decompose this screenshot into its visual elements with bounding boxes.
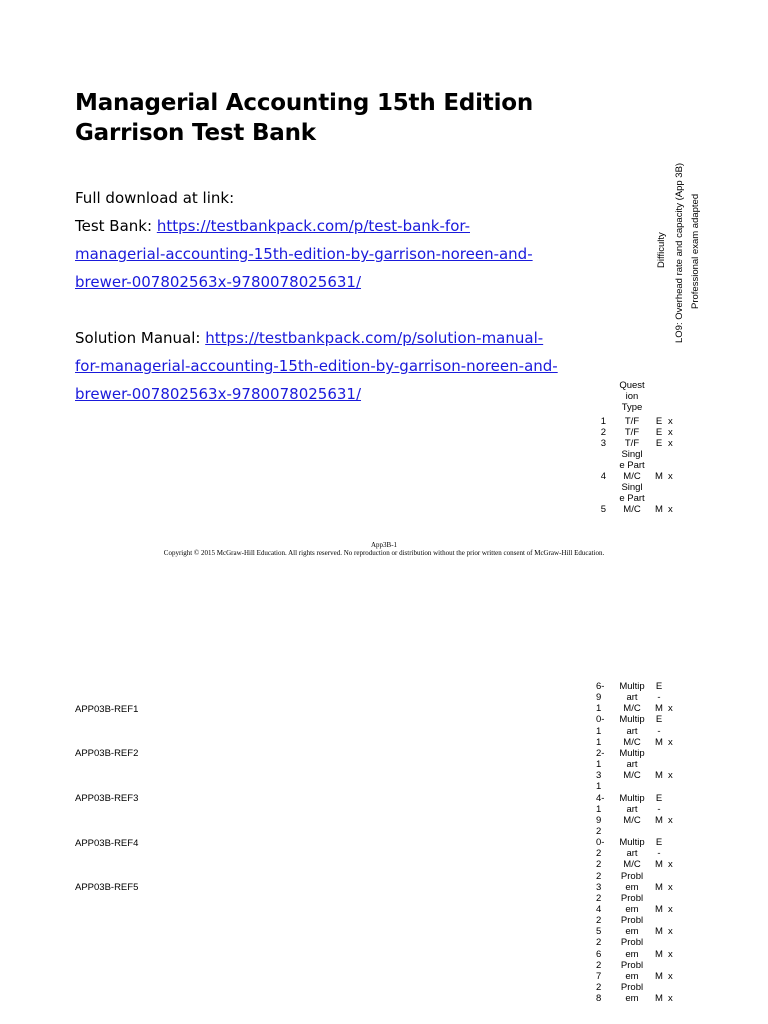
list-item xyxy=(596,960,686,971)
solution-manual-link-end[interactable] xyxy=(75,385,361,403)
list-item xyxy=(596,848,686,859)
download-section xyxy=(75,184,695,296)
title-line-1: Managerial Accounting 15th Edition xyxy=(75,90,534,116)
question-range: 2 xyxy=(596,915,602,927)
list-item xyxy=(596,904,686,915)
question-range: 2 xyxy=(596,937,602,949)
question-range: 2 xyxy=(596,848,602,860)
question-range: 2 xyxy=(596,892,602,904)
list-item xyxy=(596,871,686,882)
list-item xyxy=(596,926,686,937)
ref-label-1: APP03B-REF1 xyxy=(75,704,139,715)
lo9-mark: x xyxy=(668,427,673,438)
difficulty-value: - xyxy=(657,803,661,815)
list-item xyxy=(596,893,686,904)
lo9-mark: x xyxy=(668,438,673,449)
difficulty-value: - xyxy=(657,848,661,860)
lo9-mark: x xyxy=(668,993,673,1005)
copyright-notice: Copyright © 2015 McGraw-Hill Education. All rights reserved. No reproduction or distribution without the prior written consent of McGraw-Hill Education. xyxy=(163,549,605,557)
solution-link-line-3: brewer-007802563x-9780078025631/ xyxy=(75,385,362,403)
list-item xyxy=(596,804,686,815)
difficulty-value: M xyxy=(655,859,663,871)
qt-header-2: ion xyxy=(625,391,639,402)
list-item xyxy=(596,703,686,714)
list-item xyxy=(596,793,686,804)
lo9-mark: x xyxy=(668,736,673,748)
question-type: em xyxy=(625,948,639,960)
question-range: 6 xyxy=(596,948,602,960)
question-type: e Part xyxy=(619,493,645,504)
list-item xyxy=(596,882,686,893)
question-type: Multip xyxy=(619,714,645,726)
difficulty-value: E xyxy=(655,714,663,726)
list-item xyxy=(596,937,686,948)
question-type: M/C xyxy=(623,770,641,782)
difficulty-value: M xyxy=(655,993,663,1005)
question-range: 1 xyxy=(596,759,602,771)
difficulty-header: Difficulty xyxy=(656,232,667,268)
difficulty-value: M xyxy=(655,736,663,748)
question-type: em xyxy=(625,881,639,893)
question-range: 3 xyxy=(596,881,602,893)
list-item xyxy=(596,826,686,837)
table-row xyxy=(596,427,686,438)
question-type: art xyxy=(626,803,638,815)
question-type: Singl xyxy=(621,482,643,493)
test-bank-link-end[interactable] xyxy=(75,273,361,291)
lo9-mark: x xyxy=(668,770,673,782)
question-type: T/F xyxy=(624,438,640,449)
question-range: 1 xyxy=(596,725,602,737)
lo9-header: LO9: Overhead rate and capacity (App 3B) xyxy=(674,162,685,343)
list-item xyxy=(596,770,686,781)
question-range: 0- xyxy=(596,837,605,849)
lo9-mark: x xyxy=(668,881,673,893)
test-bank-link-continued[interactable] xyxy=(75,245,533,263)
lo9-mark: x xyxy=(668,814,673,826)
difficulty-value: M xyxy=(655,904,663,915)
question-type: Multip xyxy=(619,747,645,759)
question-range: 2 xyxy=(596,959,602,971)
difficulty-value: M xyxy=(655,814,663,826)
solution-manual-link-continued[interactable] xyxy=(75,357,558,375)
question-range: 1 xyxy=(596,703,602,715)
question-type: Multip xyxy=(619,792,645,804)
table-row xyxy=(596,416,686,427)
question-type: Probl xyxy=(620,937,644,949)
lo9-mark: x xyxy=(668,703,673,715)
difficulty-value: E xyxy=(655,792,663,804)
lo9-mark: x xyxy=(668,904,673,915)
download-label: Full download at link: xyxy=(75,189,235,207)
solution-section xyxy=(75,324,695,408)
difficulty-value: E xyxy=(655,681,663,692)
difficulty-value: M xyxy=(655,881,663,893)
question-type: art xyxy=(626,848,638,860)
difficulty-value: E xyxy=(655,427,663,438)
question-range: 6- xyxy=(596,681,605,692)
lo9-mark: x xyxy=(668,416,673,427)
lo9-mark: x xyxy=(668,948,673,960)
test-bank-link[interactable] xyxy=(157,217,470,235)
ref-label-4: APP03B-REF4 xyxy=(75,838,139,849)
difficulty-value: M xyxy=(655,471,663,482)
list-item xyxy=(596,993,686,1004)
question-type: Probl xyxy=(620,959,644,971)
question-range: 7 xyxy=(596,970,602,982)
solution-manual-label: Solution Manual: xyxy=(75,329,206,347)
difficulty-value: - xyxy=(657,725,661,737)
question-range: 0- xyxy=(596,714,605,726)
difficulty-value: M xyxy=(655,948,663,960)
question-type: T/F xyxy=(624,416,640,427)
question-range: 4- xyxy=(596,792,605,804)
list-item xyxy=(596,859,686,870)
question-range: 1 xyxy=(596,736,602,748)
question-type: em xyxy=(625,926,639,938)
professional-header: Professional exam adapted xyxy=(690,193,701,309)
question-range: 3 xyxy=(596,770,602,782)
question-number: 3 xyxy=(600,438,606,449)
question-type: T/F xyxy=(624,427,640,438)
question-number: 1 xyxy=(600,416,606,427)
list-item xyxy=(596,982,686,993)
solution-manual-link[interactable] xyxy=(205,329,543,347)
table-row xyxy=(596,438,686,449)
question-type: art xyxy=(626,725,638,737)
table-row xyxy=(596,482,686,515)
test-bank-label: Test Bank: xyxy=(75,217,157,235)
qt-header-1: Quest xyxy=(619,380,645,391)
lo9-mark: x xyxy=(668,926,673,938)
question-type: M/C xyxy=(623,703,641,715)
question-number: 2 xyxy=(600,427,606,438)
list-item xyxy=(596,726,686,737)
question-type: M/C xyxy=(623,859,641,871)
ref-label-2: APP03B-REF2 xyxy=(75,748,139,759)
list-item xyxy=(596,781,686,792)
question-type: e Part xyxy=(619,460,645,471)
lo9-mark: x xyxy=(668,859,673,871)
question-type: Probl xyxy=(620,982,644,994)
question-type: M/C xyxy=(623,471,641,482)
list-item xyxy=(596,714,686,725)
document-title xyxy=(75,88,675,148)
test-bank-link-line-3: brewer-007802563x-9780078025631/ xyxy=(75,273,362,291)
question-type: em xyxy=(625,970,639,982)
question-number: 5 xyxy=(600,504,606,515)
difficulty-value: M xyxy=(655,703,663,715)
question-type: M/C xyxy=(623,814,641,826)
list-item xyxy=(596,748,686,759)
list-item xyxy=(596,737,686,748)
list-item xyxy=(596,837,686,848)
list-item xyxy=(596,971,686,982)
list-item xyxy=(596,815,686,826)
question-type: Probl xyxy=(620,915,644,927)
list-item xyxy=(596,759,686,770)
ref-label-5: APP03B-REF5 xyxy=(75,882,139,893)
difficulty-value: M xyxy=(655,926,663,938)
question-type: Probl xyxy=(620,870,644,882)
question-range: 8 xyxy=(596,993,602,1005)
test-bank-link-line-1: https://testbankpack.com/p/test-bank-for- xyxy=(156,217,470,235)
title-line-2: Garrison Test Bank xyxy=(75,120,316,146)
test-bank-link-line-2: managerial-accounting-15th-edition-by-garrison-noreen-and- xyxy=(75,245,533,263)
page-footer xyxy=(0,541,768,557)
difficulty-value: E xyxy=(655,837,663,849)
question-range: 5 xyxy=(596,926,602,938)
question-range: 4 xyxy=(596,904,602,915)
difficulty-value: E xyxy=(655,438,663,449)
test-bank-line xyxy=(75,212,695,240)
list-item xyxy=(596,949,686,960)
question-type: em xyxy=(625,904,639,915)
ref-label-3: APP03B-REF3 xyxy=(75,793,139,804)
difficulty-value: M xyxy=(655,770,663,782)
question-type: art xyxy=(626,759,638,771)
question-range: 2- xyxy=(596,747,605,759)
lo9-mark: x xyxy=(668,504,673,515)
difficulty-value: M xyxy=(655,970,663,982)
qt-header-3: Type xyxy=(621,402,643,413)
question-range: 2 xyxy=(596,859,602,871)
question-range: 2 xyxy=(596,825,602,837)
list-item xyxy=(596,692,686,703)
question-range: 9 xyxy=(596,692,602,704)
difficulty-value: M xyxy=(655,504,663,515)
question-range: 1 xyxy=(596,803,602,815)
question-type: Probl xyxy=(620,892,644,904)
question-type: M/C xyxy=(623,504,641,515)
table-row xyxy=(596,449,686,482)
solution-link-line-2: for-managerial-accounting-15th-edition-by-garrison-noreen-and- xyxy=(75,357,558,375)
question-type: Singl xyxy=(621,449,643,460)
question-range: 2 xyxy=(596,870,602,882)
difficulty-value: - xyxy=(657,692,661,704)
question-type: art xyxy=(626,692,638,704)
question-type: Multip xyxy=(619,681,645,692)
page-id: App3B-1 xyxy=(370,541,398,549)
question-number: 4 xyxy=(600,471,606,482)
difficulty-value: E xyxy=(655,416,663,427)
lo9-mark: x xyxy=(668,970,673,982)
solution-manual-line xyxy=(75,324,695,352)
list-item xyxy=(596,915,686,926)
question-type: Multip xyxy=(619,837,645,849)
list-item xyxy=(596,681,686,692)
question-range: 1 xyxy=(596,781,602,793)
lo9-mark: x xyxy=(668,471,673,482)
question-range: 2 xyxy=(596,982,602,994)
solution-link-line-1: https://testbankpack.com/p/solution-manual- xyxy=(205,329,544,347)
question-range: 9 xyxy=(596,814,602,826)
question-type-header xyxy=(612,380,652,413)
question-type: M/C xyxy=(623,736,641,748)
question-type: em xyxy=(625,993,639,1005)
